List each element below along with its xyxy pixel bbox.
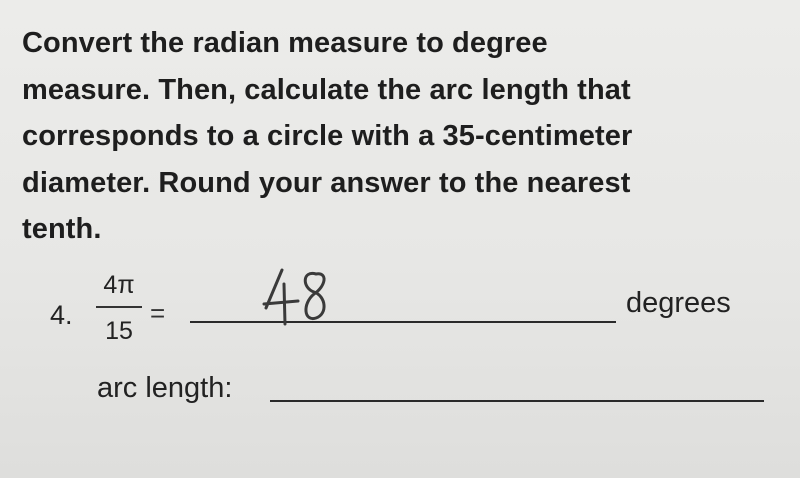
handwritten-answer [262,264,342,326]
instruction-line: diameter. Round your answer to the nearest [22,166,631,199]
fraction-bar [96,306,142,308]
handwritten-48-graphic [262,264,342,326]
arc-length-answer-blank[interactable] [270,400,764,402]
degree-answer-blank[interactable] [190,321,616,323]
instruction-line: tenth. [22,213,102,245]
equals-sign: = [150,298,166,328]
arc-length-label: arc length: [97,372,233,404]
radian-fraction [94,268,144,348]
problem-number: 4. [50,300,73,330]
instructions-text [22,20,762,253]
fraction-denominator: 15 [105,317,133,345]
unit-label: degrees [626,287,731,319]
fraction-numerator: 4π [103,271,135,299]
instruction-line: Convert the radian measure to degree [22,27,548,59]
instruction-line: corresponds to a circle with a 35-centimeter [22,120,633,152]
instruction-line: measure. Then, calculate the arc length that [22,73,631,106]
